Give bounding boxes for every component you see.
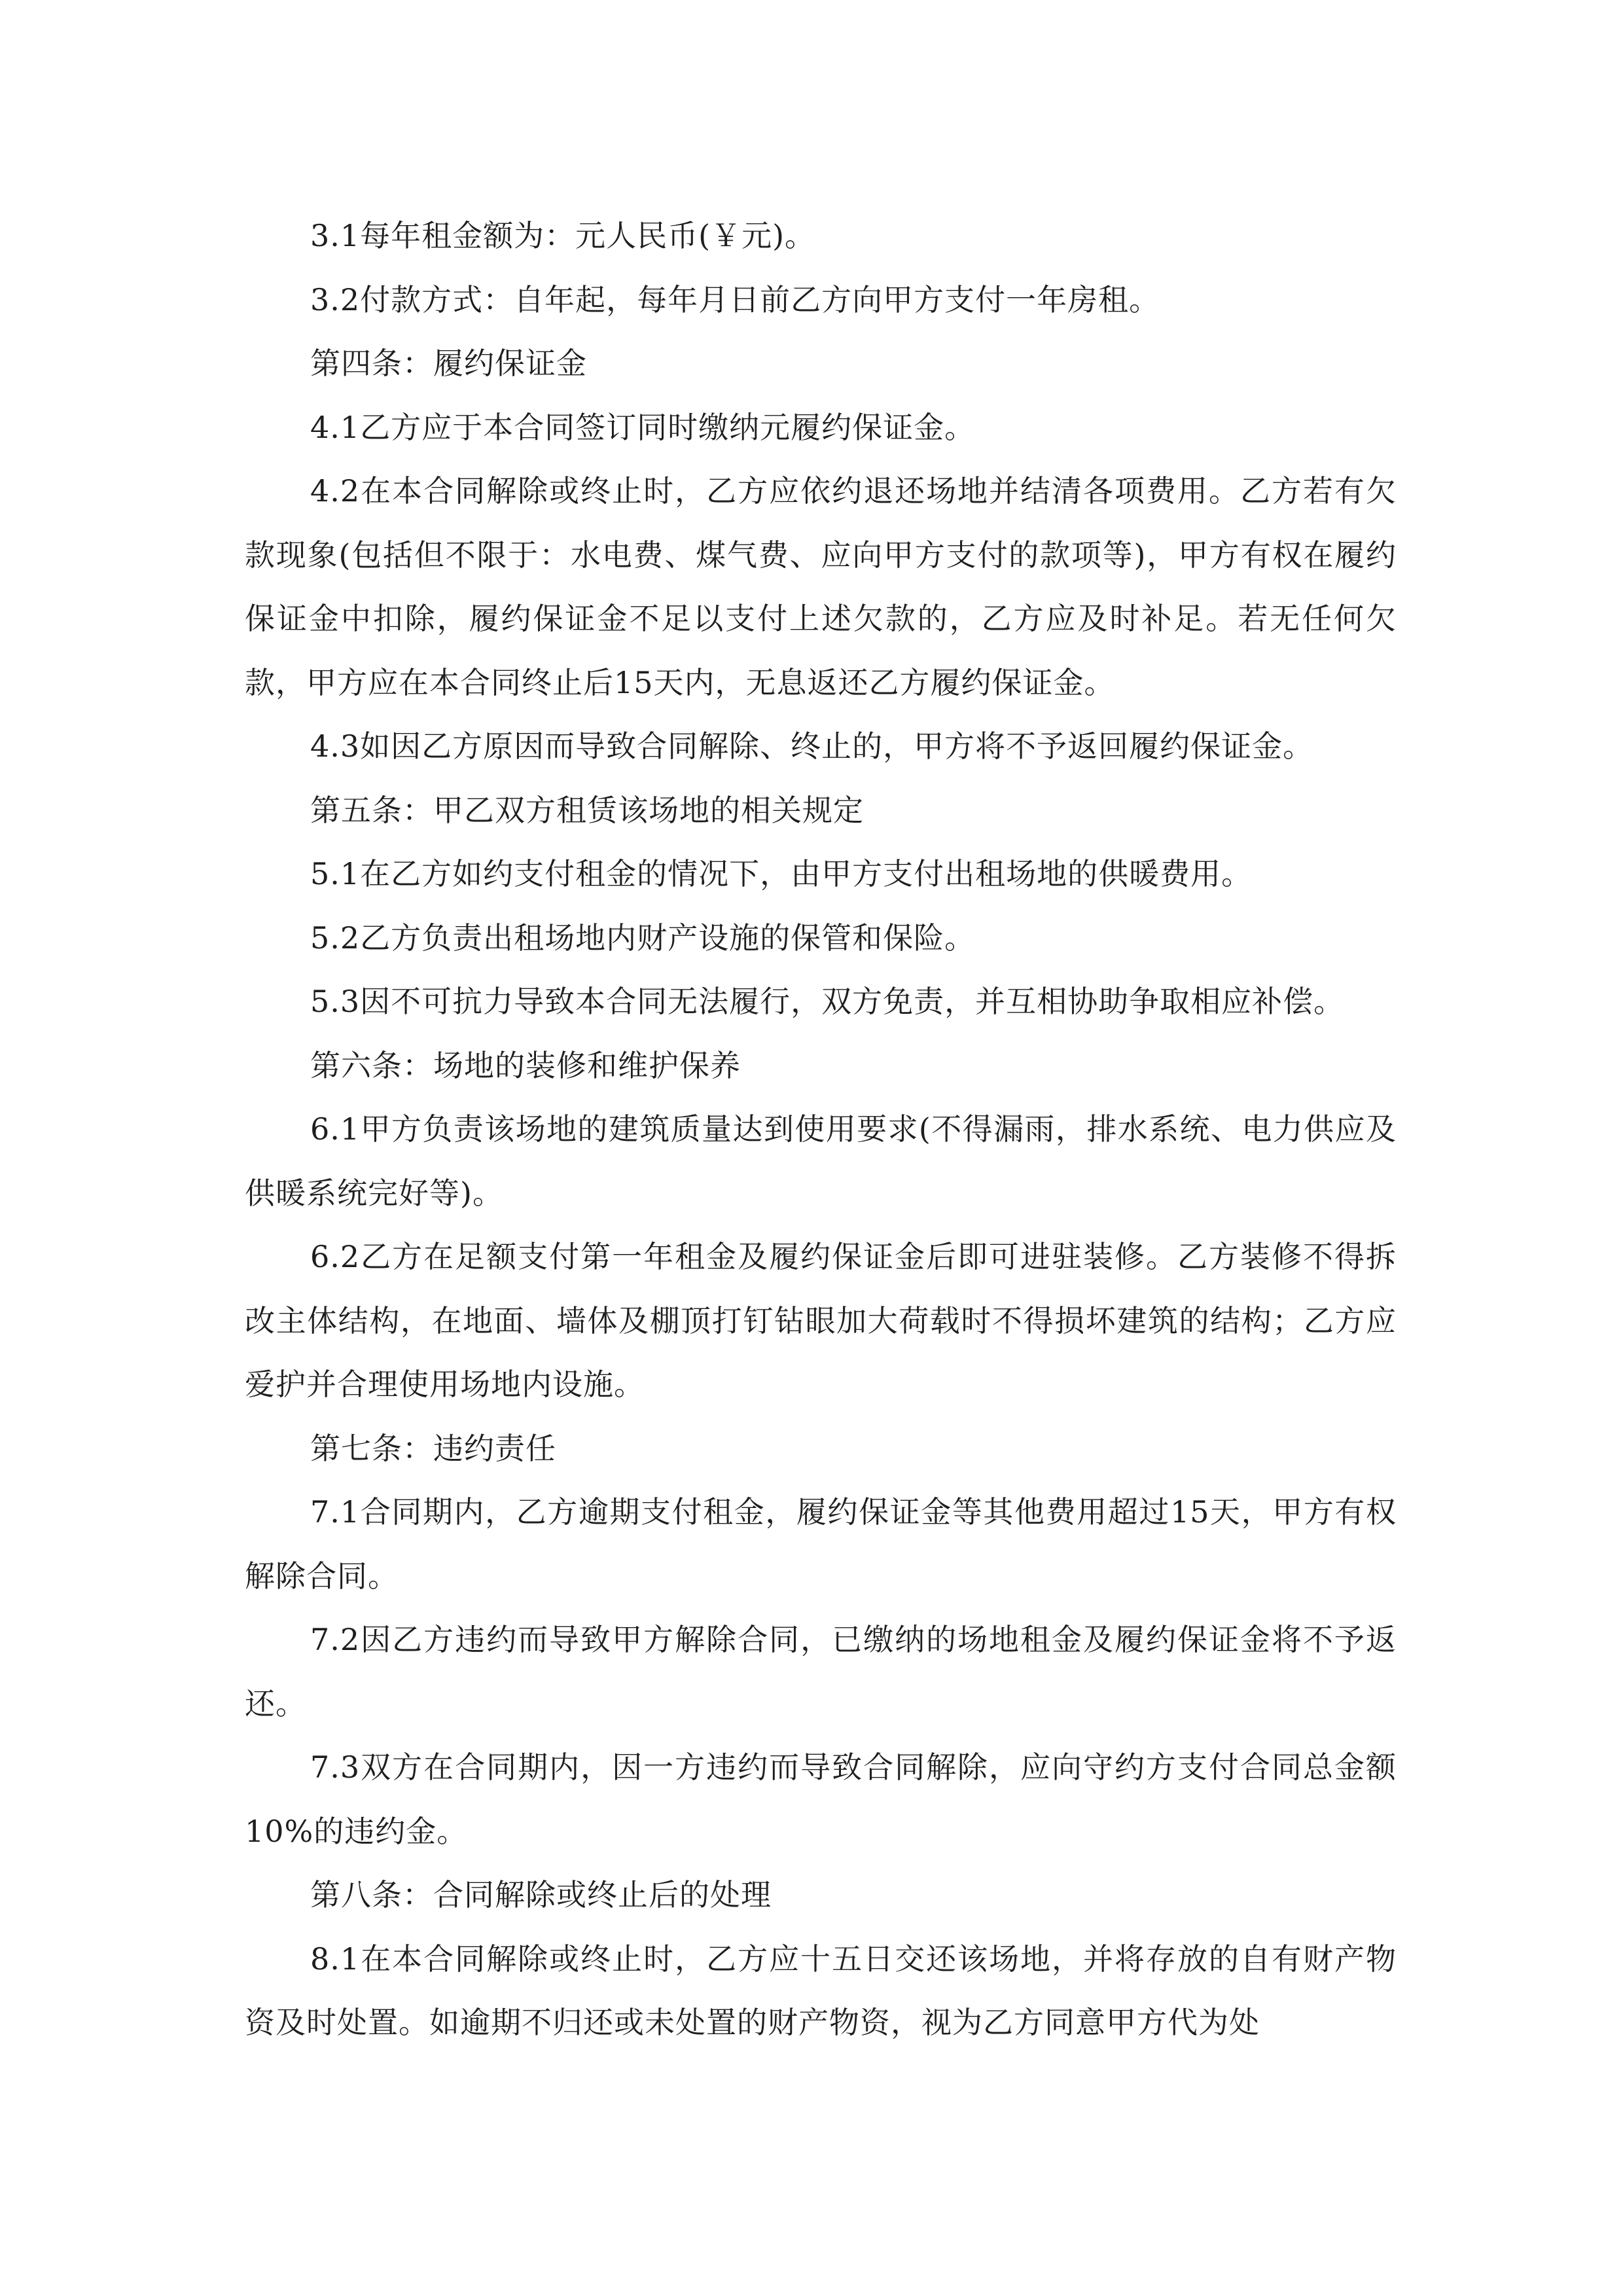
article-7-heading: 第七条：违约责任 bbox=[310, 1430, 556, 1466]
clause-4-3: 4.3如因乙方原因而导致合同解除、终止的，甲方将不予返回履约保证金。 bbox=[310, 728, 1314, 764]
clause-6-2: 6.2乙方在足额支付第一年租金及履约保证金后即可进驻装修。乙方装修不得拆改主体结构，在地面、墙体及棚顶打钉钻眼加大荷载时不得损坏建筑的结构；乙方应爱护并合理使用场地内设施。 bbox=[245, 1239, 1397, 1402]
clause-3-2: 3.2付款方式：自年起，每年月日前乙方向甲方支付一年房租。 bbox=[310, 281, 1160, 317]
document-body bbox=[245, 204, 1397, 2055]
clause-5-2: 5.2乙方负责出租场地内财产设施的保管和保险。 bbox=[310, 920, 976, 956]
clause-4-1: 4.1乙方应于本合同签订同时缴纳元履约保证金。 bbox=[310, 409, 976, 445]
article-6-heading: 第六条：场地的装修和维护保养 bbox=[310, 1047, 741, 1083]
clause-8-1: 8.1在本合同解除或终止时，乙方应十五日交还该场地，并将存放的自有财产物资及时处置。如逾期不归还或未处置的财产物资，视为乙方同意甲方代为处 bbox=[245, 1941, 1397, 2040]
clause-7-1: 7.1合同期内，乙方逾期支付租金，履约保证金等其他费用超过15天，甲方有权解除合同。 bbox=[245, 1494, 1397, 1594]
clause-7-3: 7.3双方在合同期内，因一方违约而导致合同解除，应向守约方支付合同总金额10%的违约金。 bbox=[245, 1749, 1397, 1849]
clause-5-1: 5.1在乙方如约支付租金的情况下，由甲方支付出租场地的供暖费用。 bbox=[310, 856, 1253, 891]
clause-6-1: 6.1甲方负责该场地的建筑质量达到使用要求(不得漏雨，排水系统、电力供应及供暖系统完好等)。 bbox=[245, 1111, 1397, 1211]
article-4-heading: 第四条：履约保证金 bbox=[310, 346, 587, 381]
clause-3-1: 3.1每年租金额为：元人民币(￥元)。 bbox=[310, 218, 816, 253]
article-8-heading: 第八条：合同解除或终止后的处理 bbox=[310, 1877, 772, 1912]
article-5-heading: 第五条：甲乙双方租赁该场地的相关规定 bbox=[310, 792, 864, 828]
clause-5-3: 5.3因不可抗力导致本合同无法履行，双方免责，并互相协助争取相应补偿。 bbox=[310, 984, 1345, 1019]
clause-4-2: 4.2在本合同解除或终止时，乙方应依约退还场地并结清各项费用。乙方若有欠款现象(包括但不限于：水电费、煤气费、应向甲方支付的款项等)，甲方有权在履约保证金中扣除，履约保证金不足以支付上述欠款的，乙方应及时补足。若无任何欠款，甲方应在本合同终止后15天内，无息返还乙方履约保证金。 bbox=[245, 473, 1397, 700]
clause-7-2: 7.2因乙方违约而导致甲方解除合同，已缴纳的场地租金及履约保证金将不予返还。 bbox=[245, 1622, 1397, 1721]
